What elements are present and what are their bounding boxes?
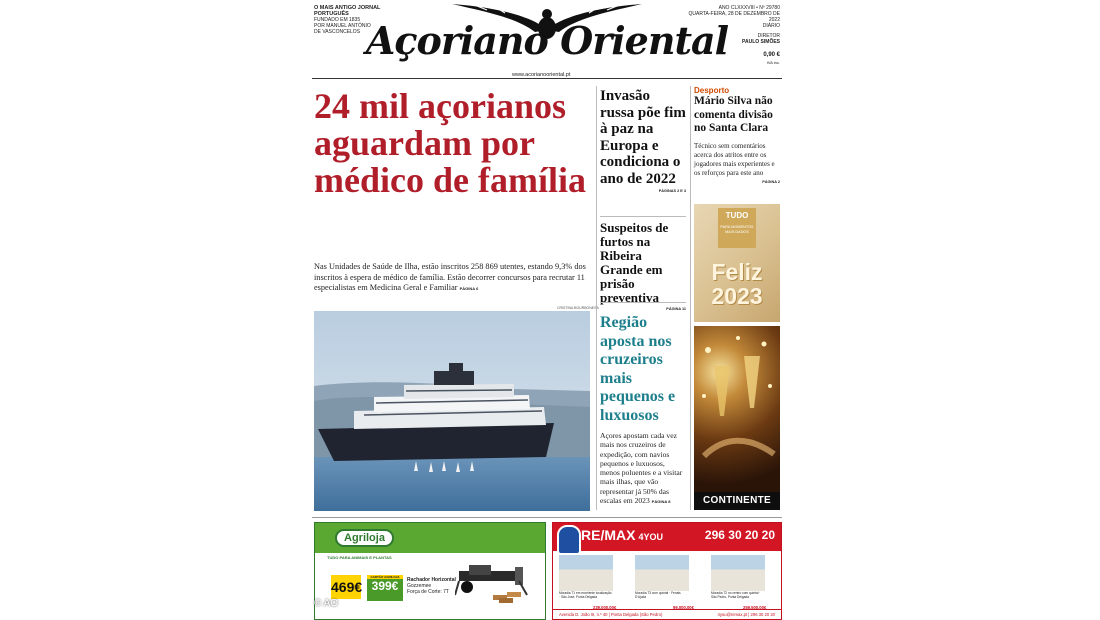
champagne-glasses-icon (694, 326, 780, 492)
agriloja-logo[interactable]: Agriloja (335, 529, 394, 547)
sport-lead: Técnico sem comentários acerca dos atritos entre os jogadores mais experientes e os reforços para este ano (694, 141, 775, 177)
invasion-page-ref: PÁGINAS 2 E 3 (658, 189, 686, 193)
website-url[interactable]: www.acorianooriental.pt (512, 72, 571, 78)
issue-date: QUARTA-FEIRA, 28 DE DEZEMBRO DE 2022 (688, 11, 780, 23)
issue-frequency: DIÁRIO (762, 23, 780, 29)
lead-story-text (314, 262, 596, 295)
cover-price: 0,90 € (763, 52, 780, 58)
issue-number: ANO CLXXXVIII • Nº 29780 (718, 5, 780, 11)
listing-photo (559, 555, 613, 591)
masthead-founder-line1: POR MANUEL ANTÓNIO (314, 23, 371, 29)
lead-headline[interactable]: 24 mil açorianos aguardam por médico de família (314, 86, 586, 200)
listing-caption: Moradia T1 em excelente localização · São José, Ponta Delgada (559, 591, 612, 599)
story-ribeira-grande[interactable] (600, 221, 686, 311)
lead-story-body: Nas Unidades de Saúde de Ilha, estão inscritos 258 869 utentes, estando 9,3% dos inscritos à espera de médico de família. Estão decorrer concursos para recrutar 11 especialistas em Medicina Geral e Familiar (314, 262, 586, 292)
remax-address: Avenida D. João III, n.º 40 | Ponta Delgada (São Pedro) (559, 612, 663, 617)
cruise-ship-photo[interactable] (314, 311, 590, 511)
agriloja-new-price: 399€ (371, 579, 399, 593)
column-divider (690, 86, 691, 510)
masthead-founder-line2: DE VASCONCELOS (314, 29, 361, 35)
story-sport[interactable] (694, 86, 780, 184)
ribeira-grande-page-ref: PÁGINA 11 (666, 307, 686, 311)
listing-caption: Moradia T2 no centro com quintal · São Pedro, Ponta Delgada (711, 591, 761, 599)
listing-price: 239.000,00€ (593, 605, 617, 610)
column-divider (596, 86, 597, 510)
listing-card[interactable] (559, 555, 613, 603)
ads-rule (312, 517, 782, 518)
agriloja-banner (315, 523, 545, 553)
agriloja-slogan: TUDO PARA ANIMAIS E PLANTAS (327, 555, 392, 560)
listing-price: 99.000,00€ (673, 605, 694, 610)
listing-caption: Moradia T3 com quintal · Fenais D'Ajuda (635, 591, 681, 599)
agriloja-promo-label: CARTÃO AGRILOJA (367, 575, 403, 579)
listing-card[interactable] (711, 555, 765, 603)
newspaper-title[interactable]: Açoriano Oriental (365, 18, 729, 63)
product-spec: Força de Corte: 7T (407, 589, 449, 595)
cruzeiros-lead (600, 431, 686, 506)
remax-balloon-icon (557, 525, 581, 555)
remax-brand: RE/MAX (581, 527, 636, 543)
invasion-headline[interactable]: Invasão russa põe fim à paz na Europa e condiciona o ano de 2022 (600, 88, 686, 187)
sport-page-ref: PÁGINA 2 (762, 179, 780, 184)
director-name: PAULO SIMÕES (742, 39, 780, 45)
copyright-watermark: © AO (314, 598, 339, 609)
listing-photo (635, 555, 689, 591)
agriloja-old-price: 469€ (331, 575, 361, 599)
ribeira-grande-headline[interactable]: Suspeitos de furtos na Ribeira Grande em prisão preventiva (600, 220, 669, 305)
continente-brand[interactable]: CONTINENTE (694, 492, 780, 510)
firewood-icon (493, 589, 523, 603)
remax-logo[interactable] (581, 527, 663, 543)
agriloja-ad[interactable] (314, 522, 546, 620)
tudo-badge-title: TUDO (725, 211, 749, 220)
tudo-badge-subtitle: PARA MOMENTOS MAIS DADOS (720, 225, 754, 234)
continente-ad-greeting[interactable] (694, 204, 780, 322)
listing-price: 259.500,00€ (743, 605, 767, 610)
listing-photo (711, 555, 765, 591)
story-invasion[interactable] (600, 88, 686, 193)
masthead-rule (312, 78, 782, 79)
tudo-badge (718, 208, 756, 248)
sport-headline[interactable]: Mário Silva não comenta divisão no Santa Clara (694, 95, 773, 134)
lead-story-page-ref: PÁGINA 6 (459, 286, 479, 291)
greeting-line1: Feliz (711, 259, 763, 285)
remax-footer (553, 609, 781, 619)
remax-phone[interactable]: 296 30 20 20 (704, 528, 775, 542)
listing-card[interactable] (635, 555, 689, 603)
remax-contact[interactable]: 4you@remax.pt | 296 30 20 20 (717, 612, 775, 617)
story-divider (600, 216, 686, 217)
agriloja-promo-price (367, 575, 403, 601)
photo-credit: CRISTINA BOURBONESA (557, 306, 599, 310)
story-divider (600, 302, 686, 303)
masthead-founded: FUNDADO EM 1835 (314, 17, 361, 23)
cruzeiros-lead-text: Açores apostam cada vez mais nos cruzeiros de expedição, com navios pequenos e luxuosos, menos poluentes e a visitar mais ilhas, que vão representar já 50% das escalas em 2023 (600, 431, 683, 506)
continente-ad-toast[interactable] (694, 326, 780, 510)
cruzeiros-page-ref: PÁGINA 8 (651, 499, 671, 505)
section-label-sport[interactable]: Desporto (694, 86, 730, 95)
masthead-right-info (685, 5, 780, 45)
cover-price-vat: IVA inc. (766, 60, 780, 65)
remax-brand-suffix: 4YOU (638, 532, 663, 542)
new-year-greeting (700, 260, 774, 308)
story-cruzeiros[interactable] (600, 314, 686, 506)
remax-ad[interactable] (552, 522, 782, 620)
cruzeiros-headline[interactable]: Região aposta nos cruzeiros mais pequenos e luxuosos (600, 314, 676, 424)
remax-banner (553, 523, 781, 551)
product-brand: Gozzemee (407, 583, 432, 589)
director-label: DIRETOR (757, 33, 780, 39)
masthead-tagline: O MAIS ANTIGO JORNAL PORTUGUÊS (314, 5, 381, 17)
greeting-line2: 2023 (711, 283, 763, 309)
product-name: Rachador Horizontal (407, 577, 456, 583)
newspaper-front-page (312, 0, 782, 620)
